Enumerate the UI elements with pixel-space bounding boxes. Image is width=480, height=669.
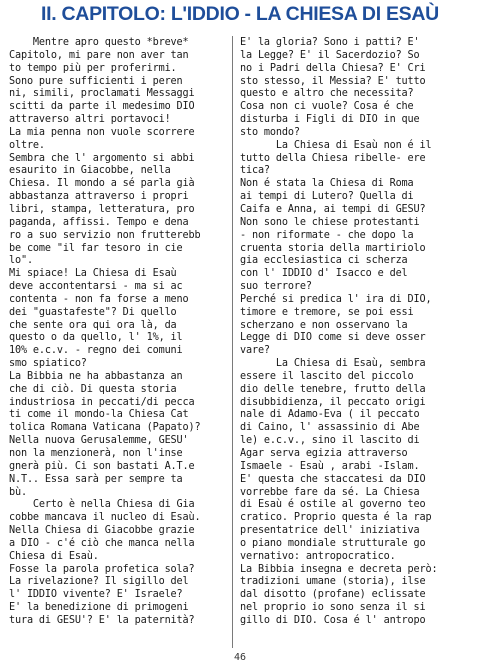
text-line: smo spiatico? (9, 358, 87, 370)
text-line: cobbe mancava il nucleo di Esaù. (9, 512, 201, 524)
text-line: a DIO - c'é ciò che manca nella (9, 537, 195, 549)
text-line: o piano mondiale strutturale go (240, 537, 426, 549)
text-line: be come "il far tesoro in cie (9, 242, 183, 254)
left-text-column (9, 37, 227, 628)
text-line: Capitolo, mi pare non aver tan (9, 49, 189, 61)
text-line: dei "guastafeste"? Di quello (9, 306, 177, 318)
text-line: tradizioni umane (storia), ilse (240, 576, 426, 588)
text-line: contenta - non fa forse a meno (9, 293, 189, 305)
text-line: disubbidienza, il peccato origi (240, 396, 426, 408)
text-line: gia ecclesiastica ci scherza (240, 255, 408, 267)
text-line: tutto della Chiesa ribelle- ere (240, 152, 426, 164)
text-line: ai tempi di Lutero? Quella di (240, 191, 414, 203)
text-line: to tempo più per proferirmi. (9, 62, 177, 74)
text-line: ro a suo servizio non frutterebb (9, 229, 201, 241)
text-line: Caifa e Anna, ai tempi di GESU? (240, 203, 426, 215)
text-line: Perché si predica l' ira di DIO, (240, 293, 432, 305)
text-line: - non riformate - che dopo la (240, 229, 414, 241)
text-line: 10% e.c.v. - regno dei comuni (9, 345, 183, 357)
text-line: gillo di DIO. Cosa é l' antropo (240, 614, 426, 626)
text-line: cruenta storia della martiriolo (240, 242, 426, 254)
text-line: Chiesa. Il mondo a sé parla già (9, 178, 195, 190)
text-line: La Bibbia ne ha abbastanza an (9, 370, 183, 382)
text-line: bù. (9, 486, 27, 498)
text-line: La Chiesa di Esaù, sembra (240, 358, 426, 370)
text-line: questo o da quello, l' 1%, il (9, 332, 183, 344)
text-line: vorrebbe fare da sé. La Chiesa (240, 486, 420, 498)
text-line: che sente ora qui ora là, da (9, 319, 177, 331)
text-line: essere il lascito del piccolo (240, 370, 414, 382)
text-line: Certo è nella Chiesa di Gia (9, 499, 195, 511)
text-line: Legge di DIO come si deve osser (240, 332, 426, 344)
text-line: paganda, affissi. Tempo e dena (9, 216, 189, 228)
text-line: no i Padri della Chiesa? E' Cri (240, 62, 426, 74)
text-line: Fosse la parola profetica sola? (9, 563, 195, 575)
text-line: di Esaù é ostile al governo teo (240, 499, 426, 511)
text-line: Nella Chiesa di Giacobbe grazie (9, 525, 195, 537)
text-line: E' questa che staccatesi da DIO (240, 473, 426, 485)
text-line: Sembra che l' argomento si abbi (9, 152, 195, 164)
text-line: E' la benedizione di primogeni (9, 602, 189, 614)
text-line: disturba i Figli di DIO in que (240, 114, 420, 126)
page-number: 46 (233, 652, 247, 663)
text-line: abbastanza attraverso i propri (9, 191, 189, 203)
text-line: Non é stata la Chiesa di Roma (240, 178, 414, 190)
text-line: vare? (240, 345, 270, 357)
text-line: dal disotto (profane) eclissate (240, 589, 426, 601)
text-line: che di ciò. Di questa storia (9, 383, 177, 395)
text-line: le) e.c.v., sino il lascito di (240, 435, 420, 447)
text-line: nale di Adamo-Eva ( il peccato (240, 409, 420, 421)
text-line: scitti da parte il medesimo DIO (9, 101, 195, 113)
text-line: tica? (240, 165, 270, 177)
text-line: cratico. Proprio questa é la rap (240, 512, 432, 524)
text-line: questo e altro che necessita? (240, 88, 414, 100)
text-line: presentatrice dell' iniziativa (240, 525, 420, 537)
text-line: timore e tremore, se poi essi (240, 306, 414, 318)
text-line: La Chiesa di Esaù non é il (240, 139, 432, 151)
column-divider (232, 36, 233, 648)
right-text-column (240, 37, 471, 628)
text-line: nel proprio io sono senza il si (240, 602, 426, 614)
text-line: con l' IDDIO d' Isacco e del (240, 268, 408, 280)
text-line: tura di GESU'? E' la paternità? (9, 614, 195, 626)
text-line: sto mondo? (240, 126, 300, 138)
text-line: non la menzionerà, non l'inse (9, 448, 183, 459)
text-line: La mia penna non vuole scorrere (9, 126, 195, 138)
text-line: ni, simili, proclamati Messaggi (9, 88, 195, 100)
text-line: la Legge? E' il Sacerdozio? So (240, 49, 420, 61)
text-line: vernativo: antropocratico. (240, 550, 396, 562)
text-line: Non sono le chiese protestanti (240, 216, 420, 228)
text-line: ti come il mondo-la Chiesa Cat (9, 409, 189, 421)
text-line: Cosa non ci vuole? Cosa é che (240, 101, 414, 113)
text-line: suo terrore? (240, 281, 312, 293)
text-line: Chiesa di Esaù. (9, 550, 99, 562)
text-line: Agar serva egizia attraverso (240, 448, 408, 459)
text-line: sto stesso, il Messia? E' tutto (240, 75, 426, 87)
text-line: industriosa in peccati/di pecca (9, 396, 195, 408)
text-line: attraverso altri portavoci! (9, 114, 171, 126)
text-line: Sono pure sufficienti i peren (9, 75, 183, 87)
text-line: N.T.. Essa sarà per sempre ta (9, 473, 183, 485)
text-line: Mi spiace! La Chiesa di Esaù (9, 268, 177, 280)
text-line: gnerà più. Ci son bastati A.T.e (9, 460, 195, 472)
chapter-title: II. CAPITOLO: L'IDDIO - LA CHIESA DI ESAÙ (41, 3, 439, 25)
text-line: La rivelazione? Il sigillo del (9, 576, 189, 588)
text-line: esaurito in Giacobbe, nella (9, 165, 171, 177)
text-line: libri, stampa, letteratura, pro (9, 203, 195, 215)
text-line: Nella nuova Gerusalemme, GESU' (9, 435, 189, 447)
text-line: scherzano e non osservano la (240, 319, 408, 331)
text-line: Ismaele - Esaù , arabi -Islam. (240, 460, 420, 472)
text-line: E' la gloria? Sono i patti? E' (240, 37, 420, 48)
text-line: lo". (9, 255, 33, 267)
text-line: di Caino, l' assassinio di Abe (240, 422, 420, 434)
text-line: tolica Romana Vaticana (Papato)? (9, 422, 201, 434)
text-line: Mentre apro questo *breve* (9, 37, 189, 48)
text-line: oltre. (9, 139, 45, 151)
text-line: dio delle tenebre, frutto della (240, 383, 426, 395)
text-line: l' IDDIO vivente? E' Israele? (9, 589, 183, 601)
text-line: deve accontentarsi - ma si ac (9, 281, 183, 293)
text-line: La Bibbia insegna e decreta però: (240, 563, 438, 575)
